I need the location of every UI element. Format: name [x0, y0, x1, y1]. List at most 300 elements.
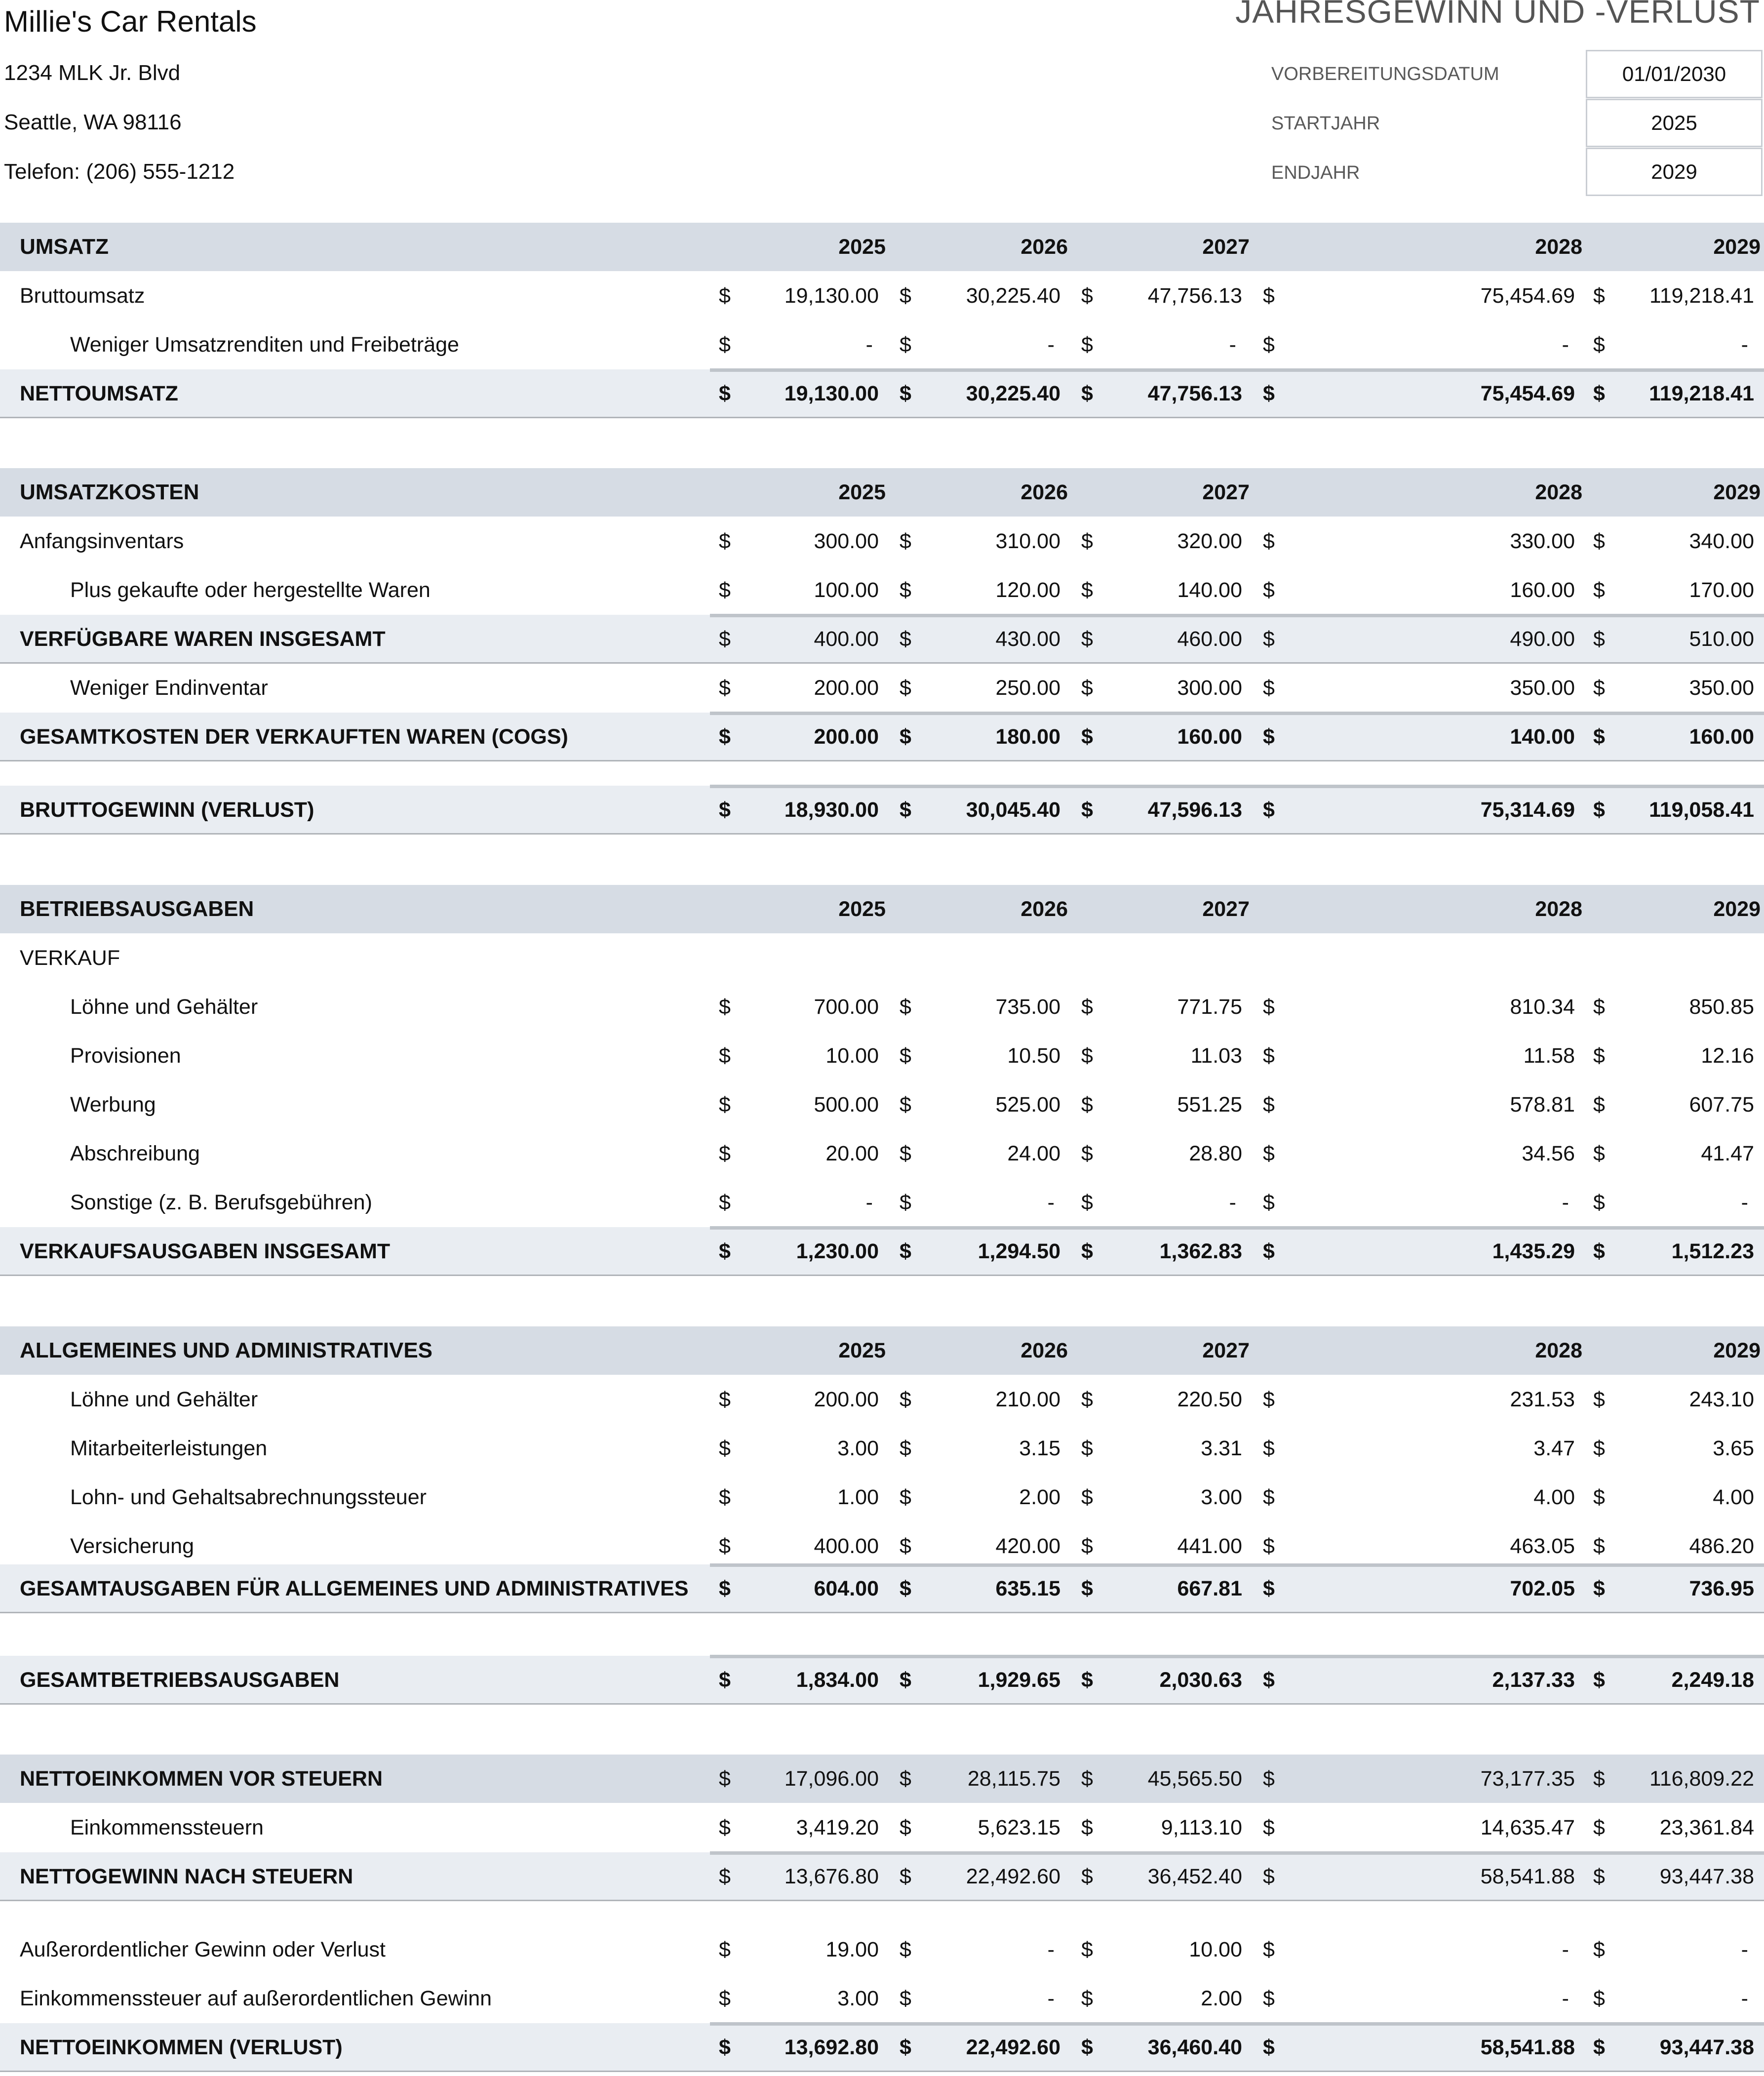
currency-symbol: $: [719, 1142, 731, 1165]
row-bottom-rule: [0, 1703, 1764, 1705]
currency-symbol: $: [900, 1485, 911, 1509]
section-header-label: UMSATZ: [20, 235, 109, 259]
amount-cell[interactable]: 28.80: [1189, 1142, 1242, 1165]
currency-symbol: $: [719, 1437, 731, 1460]
currency-symbol: $: [1593, 1668, 1605, 1692]
amount-cell[interactable]: 58,541.88: [1480, 1865, 1575, 1888]
row-label: Einkommenssteuern: [70, 1816, 264, 1839]
amount-cell[interactable]: 3.65: [1713, 1437, 1754, 1460]
currency-symbol: $: [1081, 1865, 1093, 1888]
row-label: Versicherung: [70, 1534, 194, 1558]
row-label: Abschreibung: [70, 1142, 200, 1165]
currency-symbol: $: [719, 725, 731, 749]
amount-cell[interactable]: -: [1741, 333, 1748, 357]
row-top-rule: [710, 614, 1764, 617]
amount-cell[interactable]: 3.15: [1019, 1437, 1060, 1460]
amount-cell[interactable]: 490.00: [1510, 627, 1575, 651]
section-header-label: UMSATZKOSTEN: [20, 480, 199, 504]
amount-cell[interactable]: 551.25: [1177, 1093, 1242, 1117]
amount-cell[interactable]: 460.00: [1177, 627, 1242, 651]
amount-cell[interactable]: 441.00: [1177, 1534, 1242, 1558]
company-phone: Telefon: (206) 555-1212: [4, 160, 235, 184]
amount-cell[interactable]: 1,435.29: [1492, 1239, 1575, 1263]
currency-symbol: $: [1081, 1767, 1093, 1791]
currency-symbol: $: [900, 1816, 911, 1839]
amount-cell[interactable]: -: [1741, 1938, 1748, 1961]
amount-cell[interactable]: 300.00: [814, 529, 879, 553]
amount-cell[interactable]: 400.00: [814, 627, 879, 651]
amount-cell[interactable]: -: [865, 333, 873, 357]
currency-symbol: $: [1081, 1239, 1093, 1263]
amount-cell[interactable]: 635.15: [995, 1577, 1060, 1600]
amount-cell[interactable]: 28,115.75: [967, 1767, 1060, 1791]
amount-cell[interactable]: 119,218.41: [1649, 382, 1754, 405]
amount-cell[interactable]: 3.00: [837, 1437, 879, 1460]
amount-cell[interactable]: 667.81: [1177, 1577, 1242, 1600]
currency-symbol: $: [719, 676, 731, 700]
currency-symbol: $: [1263, 1485, 1275, 1509]
currency-symbol: $: [1263, 1437, 1275, 1460]
amount-cell[interactable]: 41.47: [1701, 1142, 1754, 1165]
year-header: 2027: [1202, 897, 1250, 921]
amount-cell[interactable]: 1,834.00: [796, 1668, 879, 1692]
amount-cell[interactable]: 75,454.69: [1480, 382, 1575, 405]
amount-cell[interactable]: 4.00: [1533, 1485, 1575, 1509]
amount-cell[interactable]: 1,230.00: [796, 1239, 879, 1263]
currency-symbol: $: [719, 1816, 731, 1839]
company-name: Millie's Car Rentals: [4, 5, 257, 38]
currency-symbol: $: [1081, 1938, 1093, 1961]
row-label: GESAMTBETRIEBSAUSGABEN: [20, 1668, 340, 1692]
amount-cell[interactable]: 231.53: [1510, 1388, 1575, 1411]
currency-symbol: $: [1263, 1865, 1275, 1888]
currency-symbol: $: [1263, 2036, 1275, 2059]
currency-symbol: $: [1081, 1388, 1093, 1411]
currency-symbol: $: [1263, 627, 1275, 651]
amount-cell[interactable]: 607.75: [1689, 1093, 1754, 1117]
amount-cell[interactable]: 140.00: [1177, 578, 1242, 602]
currency-symbol: $: [1593, 2036, 1605, 2059]
currency-symbol: $: [900, 333, 911, 357]
row-bottom-rule: [0, 1900, 1764, 1901]
amount-cell[interactable]: 2.00: [1201, 1987, 1242, 2010]
amount-cell[interactable]: 810.34: [1510, 995, 1575, 1019]
amount-cell[interactable]: 19,130.00: [784, 382, 879, 405]
currency-symbol: $: [1081, 676, 1093, 700]
currency-symbol: $: [1263, 1534, 1275, 1558]
currency-symbol: $: [1593, 627, 1605, 651]
amount-cell[interactable]: 116,809.22: [1649, 1767, 1754, 1791]
year-header: 2029: [1713, 897, 1761, 921]
amount-cell[interactable]: 3.00: [837, 1987, 879, 2010]
amount-cell[interactable]: 14,635.47: [1480, 1816, 1575, 1839]
amount-cell[interactable]: 10.00: [825, 1044, 879, 1068]
meta-value-prep-date[interactable]: 01/01/2030: [1586, 50, 1763, 98]
currency-symbol: $: [1263, 798, 1275, 822]
amount-cell[interactable]: 12.16: [1701, 1044, 1754, 1068]
row-top-rule: [710, 1563, 1764, 1567]
currency-symbol: $: [900, 1577, 911, 1600]
amount-cell[interactable]: 3,419.20: [796, 1816, 879, 1839]
amount-cell[interactable]: 160.00: [1510, 578, 1575, 602]
amount-cell[interactable]: 119,218.41: [1649, 284, 1754, 308]
amount-cell[interactable]: 75,454.69: [1480, 284, 1575, 308]
amount-cell[interactable]: 330.00: [1510, 529, 1575, 553]
row-label: NETTOUMSATZ: [20, 382, 178, 405]
currency-symbol: $: [1263, 529, 1275, 553]
currency-symbol: $: [719, 1191, 731, 1214]
currency-symbol: $: [719, 1388, 731, 1411]
amount-cell[interactable]: 1,362.83: [1159, 1239, 1242, 1263]
row-bottom-rule: [0, 1275, 1764, 1276]
amount-cell[interactable]: 170.00: [1689, 578, 1754, 602]
amount-cell[interactable]: 75,314.69: [1480, 798, 1575, 822]
amount-cell[interactable]: 702.05: [1510, 1577, 1575, 1600]
amount-cell[interactable]: 11.03: [1190, 1044, 1242, 1068]
amount-cell[interactable]: 3.47: [1533, 1437, 1575, 1460]
currency-symbol: $: [900, 284, 911, 308]
currency-symbol: $: [900, 995, 911, 1019]
amount-cell[interactable]: -: [865, 1191, 873, 1214]
currency-symbol: $: [719, 284, 731, 308]
row-label: Weniger Endinventar: [70, 676, 268, 700]
row-label: Mitarbeiterleistungen: [70, 1437, 268, 1460]
currency-symbol: $: [1081, 1142, 1093, 1165]
currency-symbol: $: [1263, 1816, 1275, 1839]
amount-cell[interactable]: 1,512.23: [1671, 1239, 1754, 1263]
amount-cell[interactable]: 19.00: [825, 1938, 879, 1961]
row-top-rule: [710, 785, 1764, 788]
currency-symbol: $: [719, 1044, 731, 1068]
amount-cell[interactable]: 23,361.84: [1659, 1816, 1754, 1839]
amount-cell[interactable]: -: [1562, 1938, 1569, 1961]
amount-cell[interactable]: -: [1047, 333, 1055, 357]
currency-symbol: $: [1263, 995, 1275, 1019]
row-bottom-rule: [0, 760, 1764, 761]
currency-symbol: $: [1081, 1534, 1093, 1558]
currency-symbol: $: [719, 1668, 731, 1692]
currency-symbol: $: [1593, 1437, 1605, 1460]
currency-symbol: $: [1081, 284, 1093, 308]
year-header: 2028: [1535, 235, 1582, 259]
row-label: NETTOEINKOMMEN VOR STEUERN: [20, 1767, 383, 1791]
amount-cell[interactable]: 200.00: [814, 676, 879, 700]
amount-cell[interactable]: 13,676.80: [784, 1865, 879, 1888]
meta-value-end-year[interactable]: 2029: [1586, 148, 1763, 196]
amount-cell[interactable]: 19,130.00: [784, 284, 879, 308]
row-label: Sonstige (z. B. Berufsgebühren): [70, 1191, 372, 1214]
amount-cell[interactable]: 10.50: [1007, 1044, 1060, 1068]
currency-symbol: $: [1081, 1816, 1093, 1839]
row-top-rule: [710, 2022, 1764, 2026]
amount-cell[interactable]: 771.75: [1177, 995, 1242, 1019]
currency-symbol: $: [1081, 995, 1093, 1019]
currency-symbol: $: [1593, 1239, 1605, 1263]
currency-symbol: $: [719, 1577, 731, 1600]
amount-cell[interactable]: 47,756.13: [1147, 382, 1242, 405]
amount-cell[interactable]: 525.00: [995, 1093, 1060, 1117]
currency-symbol: $: [900, 1437, 911, 1460]
currency-symbol: $: [1593, 1987, 1605, 2010]
currency-symbol: $: [900, 578, 911, 602]
company-address-line2: Seattle, WA 98116: [4, 110, 182, 134]
amount-cell[interactable]: 47,596.13: [1147, 798, 1242, 822]
currency-symbol: $: [900, 1534, 911, 1558]
currency-symbol: $: [1263, 284, 1275, 308]
currency-symbol: $: [719, 627, 731, 651]
amount-cell[interactable]: 735.00: [995, 995, 1060, 1019]
year-header: 2025: [838, 897, 886, 921]
amount-cell[interactable]: 24.00: [1007, 1142, 1060, 1165]
amount-cell[interactable]: -: [1229, 333, 1236, 357]
amount-cell[interactable]: 250.00: [995, 676, 1060, 700]
section-header-label: BETRIEBSAUSGABEN: [20, 897, 254, 921]
row-bottom-rule: [0, 833, 1764, 835]
currency-symbol: $: [719, 1865, 731, 1888]
currency-symbol: $: [1593, 1767, 1605, 1791]
amount-cell[interactable]: 30,225.40: [966, 382, 1060, 405]
currency-symbol: $: [1081, 1987, 1093, 2010]
amount-cell[interactable]: 350.00: [1510, 676, 1575, 700]
amount-cell[interactable]: 2,137.33: [1492, 1668, 1575, 1692]
amount-cell[interactable]: 850.85: [1689, 995, 1754, 1019]
currency-symbol: $: [719, 1987, 731, 2010]
amount-cell[interactable]: 2,249.18: [1671, 1668, 1754, 1692]
currency-symbol: $: [719, 798, 731, 822]
amount-cell[interactable]: 220.50: [1177, 1388, 1242, 1411]
currency-symbol: $: [1593, 798, 1605, 822]
amount-cell[interactable]: 400.00: [814, 1534, 879, 1558]
amount-cell[interactable]: 11.58: [1523, 1044, 1575, 1068]
currency-symbol: $: [900, 725, 911, 749]
currency-symbol: $: [1593, 529, 1605, 553]
row-bottom-rule: [0, 1612, 1764, 1613]
amount-cell[interactable]: 210.00: [995, 1388, 1060, 1411]
amount-cell[interactable]: 17,096.00: [784, 1767, 879, 1791]
amount-cell[interactable]: 243.10: [1689, 1388, 1754, 1411]
amount-cell[interactable]: 500.00: [814, 1093, 879, 1117]
currency-symbol: $: [900, 1938, 911, 1961]
row-top-rule: [710, 1655, 1764, 1658]
amount-cell[interactable]: 93,447.38: [1659, 2036, 1754, 2059]
currency-symbol: $: [900, 1865, 911, 1888]
amount-cell[interactable]: 5,623.15: [978, 1816, 1060, 1839]
amount-cell[interactable]: 22,492.60: [966, 2036, 1060, 2059]
amount-cell[interactable]: 310.00: [995, 529, 1060, 553]
amount-cell[interactable]: -: [1047, 1987, 1055, 2010]
currency-symbol: $: [1263, 1577, 1275, 1600]
year-header: 2028: [1535, 480, 1582, 504]
currency-symbol: $: [1263, 578, 1275, 602]
amount-cell[interactable]: 36,452.40: [1147, 1865, 1242, 1888]
row-label: NETTOGEWINN NACH STEUERN: [20, 1865, 353, 1888]
amount-cell[interactable]: 340.00: [1689, 529, 1754, 553]
amount-cell[interactable]: 420.00: [995, 1534, 1060, 1558]
amount-cell[interactable]: -: [1047, 1938, 1055, 1961]
row-label: Provisionen: [70, 1044, 181, 1068]
year-header: 2029: [1713, 235, 1761, 259]
amount-cell[interactable]: 100.00: [814, 578, 879, 602]
row-top-rule: [710, 712, 1764, 715]
document-title: JAHRESGEWINN UND -VERLUST: [1235, 0, 1760, 30]
amount-cell[interactable]: 2,030.63: [1159, 1668, 1242, 1692]
currency-symbol: $: [1081, 1668, 1093, 1692]
row-label: NETTOEINKOMMEN (VERLUST): [20, 2036, 343, 2059]
currency-symbol: $: [1081, 1093, 1093, 1117]
amount-cell[interactable]: 93,447.38: [1659, 1865, 1754, 1888]
currency-symbol: $: [719, 1239, 731, 1263]
amount-cell[interactable]: 160.00: [1689, 725, 1754, 749]
amount-cell[interactable]: -: [1741, 1191, 1748, 1214]
amount-cell[interactable]: -: [1047, 1191, 1055, 1214]
amount-cell[interactable]: 160.00: [1177, 725, 1242, 749]
currency-symbol: $: [1081, 725, 1093, 749]
currency-symbol: $: [1081, 1191, 1093, 1214]
amount-cell[interactable]: 36,460.40: [1147, 2036, 1242, 2059]
amount-cell[interactable]: 1,294.50: [978, 1239, 1060, 1263]
amount-cell[interactable]: 120.00: [995, 578, 1060, 602]
amount-cell[interactable]: 30,045.40: [966, 798, 1060, 822]
currency-symbol: $: [719, 1938, 731, 1961]
row-label: Löhne und Gehälter: [70, 1388, 258, 1411]
year-header: 2025: [838, 480, 886, 504]
amount-cell[interactable]: 1.00: [837, 1485, 879, 1509]
currency-symbol: $: [719, 1534, 731, 1558]
amount-cell[interactable]: 510.00: [1689, 627, 1754, 651]
currency-symbol: $: [719, 1093, 731, 1117]
currency-symbol: $: [1081, 529, 1093, 553]
amount-cell[interactable]: 20.00: [825, 1142, 879, 1165]
currency-symbol: $: [1081, 382, 1093, 405]
currency-symbol: $: [1593, 1865, 1605, 1888]
amount-cell[interactable]: 119,058.41: [1649, 798, 1754, 822]
currency-symbol: $: [719, 1767, 731, 1791]
currency-symbol: $: [1593, 333, 1605, 357]
year-header: 2028: [1535, 897, 1582, 921]
currency-symbol: $: [900, 1191, 911, 1214]
currency-symbol: $: [1263, 1191, 1275, 1214]
row-label: Bruttoumsatz: [20, 284, 145, 308]
currency-symbol: $: [1263, 333, 1275, 357]
amount-cell[interactable]: 9,113.10: [1161, 1816, 1242, 1839]
amount-cell[interactable]: -: [1562, 1987, 1569, 2010]
row-label: VERKAUFSAUSGABEN INSGESAMT: [20, 1239, 391, 1263]
amount-cell[interactable]: 34.56: [1522, 1142, 1575, 1165]
currency-symbol: $: [900, 1987, 911, 2010]
currency-symbol: $: [1593, 382, 1605, 405]
amount-cell[interactable]: 463.05: [1510, 1534, 1575, 1558]
row-label: Außerordentlicher Gewinn oder Verlust: [20, 1938, 386, 1961]
currency-symbol: $: [1081, 1577, 1093, 1600]
amount-cell[interactable]: 180.00: [995, 725, 1060, 749]
meta-label-end-year: ENDJAHR: [1271, 162, 1360, 183]
currency-symbol: $: [1593, 1938, 1605, 1961]
amount-cell[interactable]: -: [1741, 1987, 1748, 2010]
currency-symbol: $: [1081, 1044, 1093, 1068]
meta-value-start-year[interactable]: 2025: [1586, 99, 1763, 147]
currency-symbol: $: [719, 382, 731, 405]
amount-cell[interactable]: 13,692.80: [784, 2036, 879, 2059]
year-header: 2027: [1202, 1339, 1250, 1362]
row-label: Lohn- und Gehaltsabrechnungssteuer: [70, 1485, 427, 1509]
amount-cell[interactable]: -: [1562, 333, 1569, 357]
company-address-line1: 1234 MLK Jr. Blvd: [4, 61, 181, 85]
amount-cell[interactable]: 73,177.35: [1480, 1767, 1575, 1791]
row-label: Plus gekaufte oder hergestellte Waren: [70, 578, 431, 602]
currency-symbol: $: [1593, 1816, 1605, 1839]
currency-symbol: $: [1263, 725, 1275, 749]
currency-symbol: $: [1081, 1485, 1093, 1509]
currency-symbol: $: [900, 1142, 911, 1165]
currency-symbol: $: [1263, 1987, 1275, 2010]
amount-cell[interactable]: 200.00: [814, 725, 879, 749]
amount-cell[interactable]: 320.00: [1177, 529, 1242, 553]
currency-symbol: $: [1081, 1437, 1093, 1460]
amount-cell[interactable]: 200.00: [814, 1388, 879, 1411]
currency-symbol: $: [1593, 1093, 1605, 1117]
amount-cell[interactable]: 430.00: [995, 627, 1060, 651]
amount-cell[interactable]: 58,541.88: [1480, 2036, 1575, 2059]
row-label: BRUTTOGEWINN (VERLUST): [20, 798, 314, 822]
amount-cell[interactable]: 486.20: [1689, 1534, 1754, 1558]
amount-cell[interactable]: 47,756.13: [1147, 284, 1242, 308]
currency-symbol: $: [900, 1767, 911, 1791]
currency-symbol: $: [1263, 382, 1275, 405]
amount-cell[interactable]: 300.00: [1177, 676, 1242, 700]
currency-symbol: $: [900, 1044, 911, 1068]
currency-symbol: $: [900, 382, 911, 405]
currency-symbol: $: [1593, 1388, 1605, 1411]
year-header: 2027: [1202, 235, 1250, 259]
currency-symbol: $: [1593, 1142, 1605, 1165]
currency-symbol: $: [900, 1668, 911, 1692]
amount-cell[interactable]: 18,930.00: [784, 798, 879, 822]
amount-cell[interactable]: -: [1562, 1191, 1569, 1214]
amount-cell[interactable]: 10.00: [1189, 1938, 1242, 1961]
amount-cell[interactable]: 4.00: [1713, 1485, 1754, 1509]
amount-cell[interactable]: 1,929.65: [978, 1668, 1060, 1692]
currency-symbol: $: [1263, 1093, 1275, 1117]
row-label: Einkommenssteuer auf außerordentlichen Gewinn: [20, 1987, 492, 2010]
currency-symbol: $: [1593, 1534, 1605, 1558]
currency-symbol: $: [719, 529, 731, 553]
amount-cell[interactable]: -: [1229, 1191, 1236, 1214]
currency-symbol: $: [1263, 1388, 1275, 1411]
currency-symbol: $: [1081, 798, 1093, 822]
currency-symbol: $: [900, 627, 911, 651]
amount-cell[interactable]: 700.00: [814, 995, 879, 1019]
currency-symbol: $: [1263, 1142, 1275, 1165]
amount-cell[interactable]: 578.81: [1510, 1093, 1575, 1117]
amount-cell[interactable]: 22,492.60: [966, 1865, 1060, 1888]
amount-cell[interactable]: 3.00: [1201, 1485, 1242, 1509]
amount-cell[interactable]: 350.00: [1689, 676, 1754, 700]
currency-symbol: $: [1263, 1668, 1275, 1692]
year-header: 2025: [838, 1339, 886, 1362]
amount-cell[interactable]: 2.00: [1019, 1485, 1060, 1509]
currency-symbol: $: [900, 676, 911, 700]
amount-cell[interactable]: 736.95: [1689, 1577, 1754, 1600]
amount-cell[interactable]: 45,565.50: [1147, 1767, 1242, 1791]
amount-cell[interactable]: 604.00: [814, 1577, 879, 1600]
currency-symbol: $: [900, 1239, 911, 1263]
amount-cell[interactable]: 140.00: [1510, 725, 1575, 749]
row-bottom-rule: [0, 662, 1764, 664]
amount-cell[interactable]: 3.31: [1201, 1437, 1242, 1460]
amount-cell[interactable]: 30,225.40: [966, 284, 1060, 308]
row-label: Weniger Umsatzrenditen und Freibeträge: [70, 333, 459, 357]
meta-label-prep-date: VORBEREITUNGSDATUM: [1271, 64, 1499, 84]
